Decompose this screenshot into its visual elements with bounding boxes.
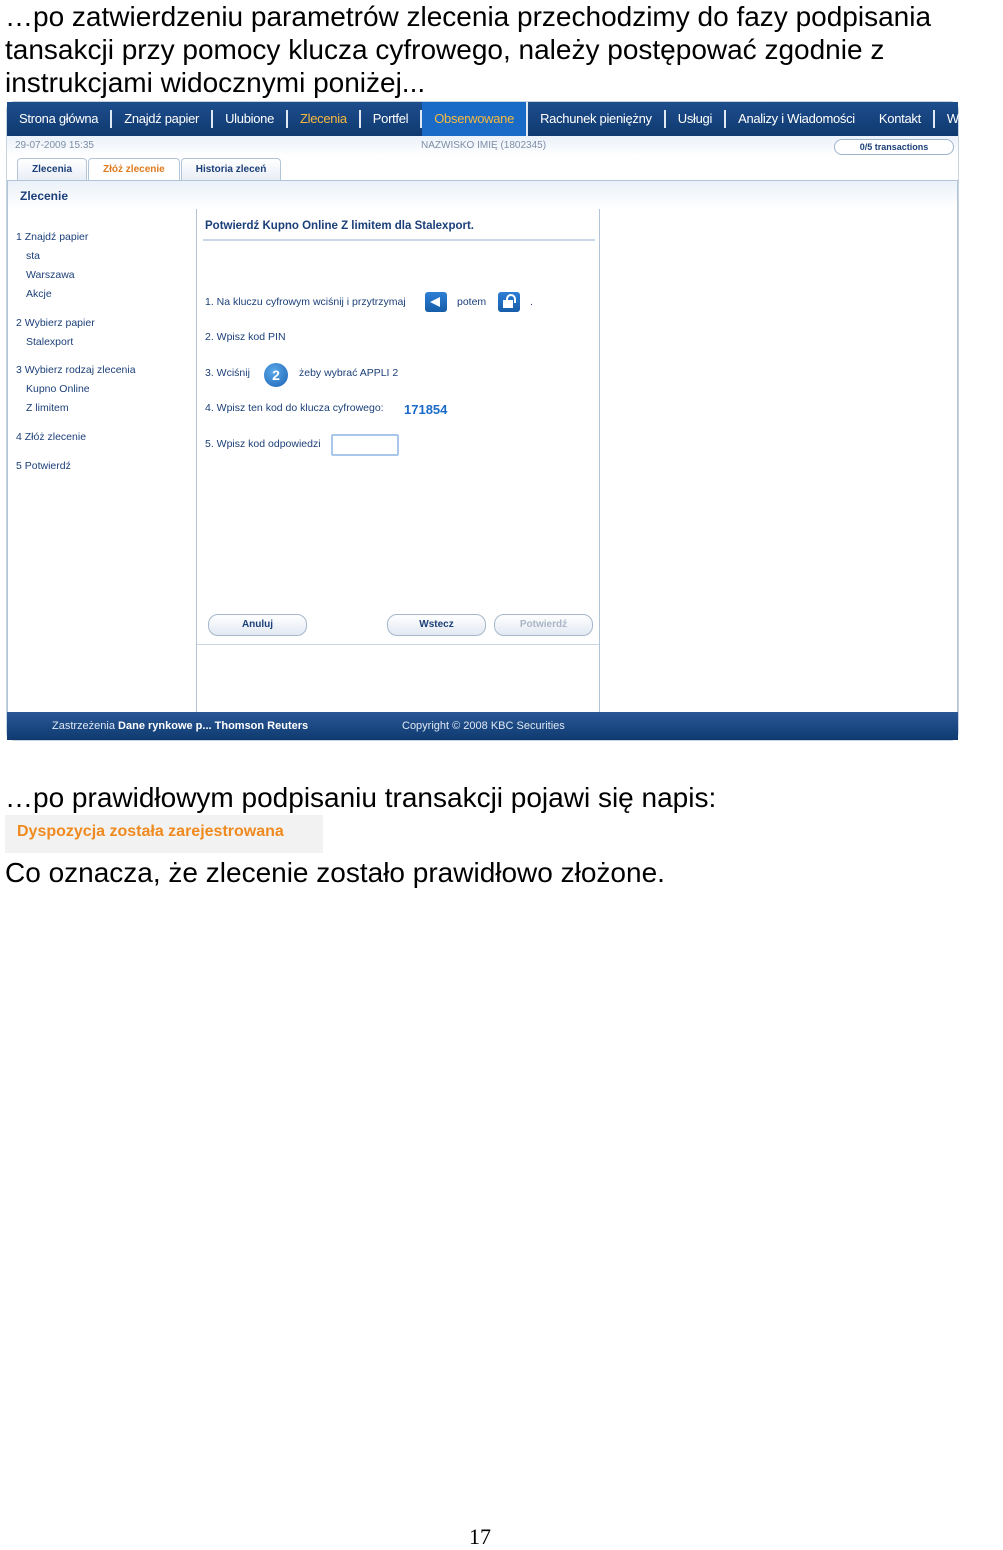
disclaimer-link[interactable]: Zastrzeżenia <box>52 720 115 732</box>
divider <box>203 239 595 241</box>
after-paragraph: …po prawidłowym podpisaniu transakcji pojawi się napis: <box>5 782 717 813</box>
intro-paragraph: …po zatwierdzeniu parametrów zlecenia przechodzimy do fazy podpisania tansakcji przy pomocy klucza cyfrowego, należy postępować zgodnie z instrukcjami widocznymi poniżej... <box>5 1 932 98</box>
step-choose-security[interactable]: 2 Wybierz papier <box>16 317 95 329</box>
step-chosen-security: Stalexport <box>26 336 74 348</box>
market-data-credit: Dane rynkowe p... Thomson Reuters <box>118 720 309 732</box>
broker-app-screenshot <box>7 102 991 740</box>
instruction-3-end: żeby wybrać APPLI 2 <box>299 367 399 379</box>
instruction-4: 4. Wpisz ten kod do klucza cyfrowego: <box>205 402 384 414</box>
page-number: 17 <box>469 1524 491 1549</box>
arrow-left-key-icon <box>425 292 447 312</box>
nav-item-contact[interactable]: Kontakt <box>867 110 935 128</box>
lock-key-icon <box>498 292 520 312</box>
step-find-type: Akcje <box>26 288 52 300</box>
nav-item-analyses-news[interactable]: Analizy i Wiadomości <box>738 111 855 126</box>
step-place-order[interactable]: 4 Złóż zlecenie <box>16 431 87 443</box>
panel-header <box>8 181 957 209</box>
nav-item-cash-account[interactable]: Rachunek pieniężny <box>528 110 666 128</box>
instruction-3: 3. Wciśnij <box>205 367 250 379</box>
confirm-button[interactable]: Potwierdź <box>494 614 593 636</box>
disclaimer <box>52 720 308 732</box>
instruction-1-then: potem <box>457 296 487 308</box>
status-bar <box>7 136 958 156</box>
nav-item-favorites[interactable]: Ulubione <box>213 110 288 128</box>
tab-orders[interactable]: Zlecenia <box>17 158 87 180</box>
nav-item-watched[interactable]: Obserwowane <box>422 102 528 136</box>
instruction-1-end: . <box>530 296 533 308</box>
main-nav <box>7 102 991 136</box>
order-panel <box>7 180 958 714</box>
instruction-2: 2. Wpisz kod PIN <box>205 331 286 343</box>
back-button[interactable]: Wstecz <box>387 614 486 636</box>
success-message: Dyspozycja została zarejestrowana <box>5 815 323 853</box>
confirm-title: Potwierdź Kupno Online Z limitem dla Stalexport. <box>205 220 474 232</box>
nav-item-services[interactable]: Usługi <box>666 110 726 128</box>
nav-item-orders[interactable]: Zlecenia <box>288 110 361 128</box>
cancel-button[interactable]: Anuluj <box>208 614 307 636</box>
conclusion-paragraph: Co oznacza, że zlecenie zostało prawidłowo złożone. <box>5 857 665 888</box>
button-divider <box>197 644 599 645</box>
confirm-column <box>197 209 600 713</box>
tab-order-history[interactable]: Historia zleceń <box>181 158 282 180</box>
step-find-security[interactable]: 1 Znajdź papier <box>16 231 89 243</box>
challenge-code: 171854 <box>404 402 448 417</box>
steps-column <box>8 209 197 713</box>
tab-place-order[interactable]: Złóż zlecenie <box>88 158 180 180</box>
step-confirm: 5 Potwierdź <box>16 460 71 472</box>
nav-item-portfolio[interactable]: Portfel <box>361 110 422 128</box>
app-footer <box>7 712 958 740</box>
nav-item-home[interactable]: Strona główna <box>7 110 112 128</box>
transactions-counter[interactable]: 0/5 transactions <box>834 139 954 155</box>
key-2-icon: 2 <box>264 363 288 387</box>
step-order-type[interactable]: 3 Wybierz rodzaj zlecenia <box>16 364 136 376</box>
session-date: 29-07-2009 15:35 <box>15 140 94 151</box>
step-find-query: sta <box>26 250 41 262</box>
instruction-1: 1. Na kluczu cyfrowym wciśnij i przytrzymaj <box>205 296 406 308</box>
copyright: Copyright © 2008 KBC Securities <box>402 720 565 732</box>
step-order-side: Kupno Online <box>26 383 90 395</box>
nav-item-find-security[interactable]: Znajdź papier <box>112 110 213 128</box>
user-name: NAZWISKO IMIĘ (1802345) <box>421 140 547 151</box>
step-find-market: Warszawa <box>26 269 75 281</box>
response-code-input[interactable] <box>331 434 399 456</box>
order-tabs <box>17 158 282 180</box>
nav-item-logout[interactable]: Wyloguj <box>946 111 991 126</box>
instruction-5: 5. Wpisz kod odpowiedzi <box>205 438 321 450</box>
panel-title: Zlecenie <box>20 189 69 203</box>
step-order-limit: Z limitem <box>26 402 69 414</box>
